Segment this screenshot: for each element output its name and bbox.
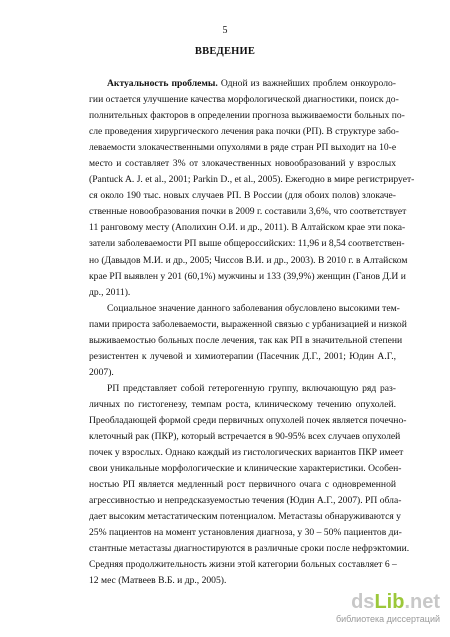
paragraph-1-line: место и составляет 3% от злокачественных новообразований у взрослых (89, 158, 396, 170)
paragraph-1-line: др., 2011). (89, 286, 131, 298)
paragraph-3-line: свои уникальные морфологические и клинические характеристики. Особен- (89, 463, 402, 475)
paragraph-3-line: 25% пациентов на момент установления диагноза, у 30 – 50% пациентов ди- (89, 527, 402, 539)
section-heading: ВВЕДЕНИЕ (194, 46, 256, 57)
paragraph-1-line: 11 ранговому месту (Аполихин О.И. и др., 2011). В Алтайском крае эти пока- (89, 222, 406, 234)
paragraph-2-line: Социальное значение данного заболевания обусловлено высокими тем- (107, 302, 400, 314)
paragraph-1-line: ся около 190 тыс. новых случаев РП. В России (для обоих полов) злокаче- (89, 190, 396, 202)
paragraph-2-line: резистентен к лучевой и химиотерапии (Пасечник Д.Г., 2001; Юдин А.Г., (89, 350, 396, 362)
paragraph-1-line: Актуальность проблемы. Одной из важнейших проблем онкоуроло- (107, 78, 396, 89)
paragraph-1-line: сле проведения хирургического лечения рака почки (РП). В структуре забо- (89, 126, 399, 138)
paragraph-1-line: гии остается улучшение качества морфологической диагностики, поиск до- (89, 94, 399, 106)
paragraph-1-line: затели заболеваемости РП выше общероссийских: 11,96 и 8,54 соответствен- (89, 238, 405, 250)
paragraph-3-line: почек у взрослых. Однако каждый из гистологических вариантов ПКР имеет (89, 447, 404, 459)
paragraph-3-line: 12 мес (Матвеев В.Б. и др., 2005). (89, 575, 227, 587)
paragraph-lead: Актуальность проблемы. (107, 78, 218, 89)
paragraph-3-line: личных по гистогенезу, темпам роста, клиническому течению опухолей. (89, 398, 396, 410)
paragraph-3-line: агрессивностью и непредсказуемостью течения (Юдин А.Г., 2007). РП обла- (89, 495, 402, 507)
paragraph-2-line: выживаемостью больных после лечения, так как РП в значительной степени (89, 334, 403, 346)
page-number: 5 (222, 25, 228, 36)
paragraph-1-line: но (Давыдов М.И. и др., 2005; Чиссов В.И. и др., 2003). В 2010 г. в Алтайском (89, 254, 408, 266)
paragraph-3-line: Средняя продолжительность жизни этой категории больных составляет 6 – (89, 559, 397, 571)
paragraph-3-line: Преобладающей формой среди первичных опухолей почек является почечно- (89, 414, 407, 426)
paragraph-3-line: клеточный рак (ПКР), который встречается в 90-95% всех случаев опухолей (89, 431, 401, 443)
paragraph-3-line: РП представляет собой гетерогенную группу, включающую ряд раз- (107, 382, 396, 394)
body-text (89, 76, 415, 590)
paragraph-1-line: (Pantuck A. J. et al., 2001; Parkin D., et al., 2005). Ежегодно в мире регистрирует- (89, 174, 415, 186)
paragraph-1-line: полнительных факторов в определении прогноза выживаемости больных по- (89, 110, 405, 122)
paragraph-3-line: стантные метастазы диагностируются в различные сроки после нефрэктомии. (89, 543, 410, 555)
paragraph-2-line: пами прироста заболеваемости, выраженной связью с урбанизацией и низкой (89, 318, 407, 330)
paragraph-1-line: крае РП выявлен у 201 (60,1%) мужчины и 133 (39,9%) женщин (Ганов Д.И и (89, 270, 406, 282)
watermark-logo[interactable] (290, 591, 440, 631)
dslib-logo: dsLib.net (351, 591, 440, 613)
paragraph-3-line: ностью РП является медленный рост первичного очага с одновременной (89, 479, 396, 491)
watermark-subtitle: библиотека диссертаций (335, 614, 440, 624)
paragraph-1-line: ственные новообразования почки в 2009 г. составили 3,6%, что соответствует (89, 206, 407, 218)
paragraph-1-line: леваемости злокачественными опухолями в ряде стран РП выходит на 10-е (89, 142, 397, 154)
paragraph-3-line: дает высоким метастатическим потенциалом. Метастазы обнаруживаются у (89, 511, 401, 523)
paragraph-2-line: 2007). (89, 366, 114, 378)
